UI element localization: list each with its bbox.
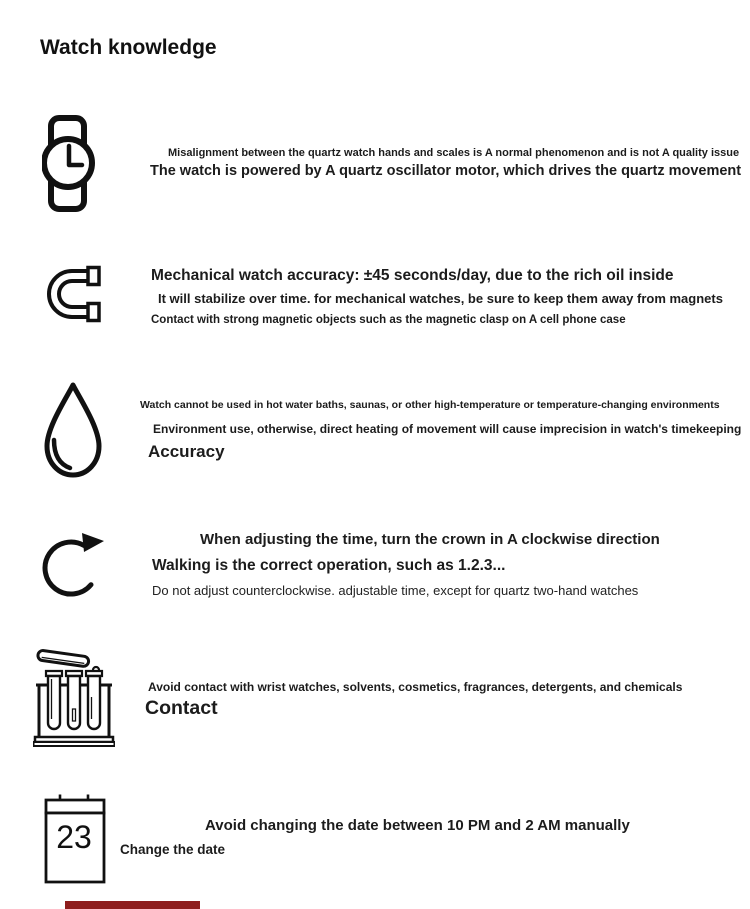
page-title: Watch knowledge bbox=[40, 36, 217, 59]
section-note: Do not adjust counterclockwise. adjustable time, except for quartz two-hand watches bbox=[152, 583, 639, 598]
section-heading: The watch is powered by A quartz oscillator motor, which drives the quartz movement bbox=[150, 163, 742, 179]
calendar-icon bbox=[44, 794, 106, 884]
accent-bar bbox=[65, 901, 200, 909]
section-heading: When adjusting the time, turn the crown in A clockwise direction bbox=[200, 531, 660, 548]
clockwise-arrow-icon bbox=[41, 526, 105, 602]
calendar-day: 23 bbox=[56, 819, 92, 855]
section-subheading: Walking is the correct operation, such as 1.2.3... bbox=[152, 557, 506, 574]
magnet-icon bbox=[42, 263, 102, 325]
section-subheading: Environment use, otherwise, direct heating of movement will cause imprecision in watch's timekeeping bbox=[153, 422, 742, 436]
section-note: Contact with strong magnetic objects such as the magnetic clasp on A cell phone case bbox=[151, 314, 626, 326]
section-note: Misalignment between the quartz watch hands and scales is A normal phenomenon and is not A quality issue bbox=[168, 147, 740, 159]
section-heading: Mechanical watch accuracy: ±45 seconds/day, due to the rich oil inside bbox=[151, 267, 674, 284]
section-heading: Accuracy bbox=[148, 442, 225, 461]
section-subheading: It will stabilize over time. for mechanical watches, be sure to keep them away from magnets bbox=[158, 291, 723, 306]
section-heading: Contact bbox=[145, 697, 218, 719]
section-heading: Avoid changing the date between 10 PM and 2 AM manually bbox=[205, 817, 630, 834]
test-tubes-icon bbox=[33, 645, 115, 747]
water-drop-icon bbox=[40, 382, 106, 480]
section-subheading: Change the date bbox=[120, 842, 226, 857]
section-note: Watch cannot be used in hot water baths, saunas, or other high-temperature or temperature-changing environments bbox=[140, 399, 720, 411]
watch-icon bbox=[42, 115, 100, 212]
section-note: Avoid contact with wrist watches, solvents, cosmetics, fragrances, detergents, and chemicals bbox=[148, 680, 683, 694]
